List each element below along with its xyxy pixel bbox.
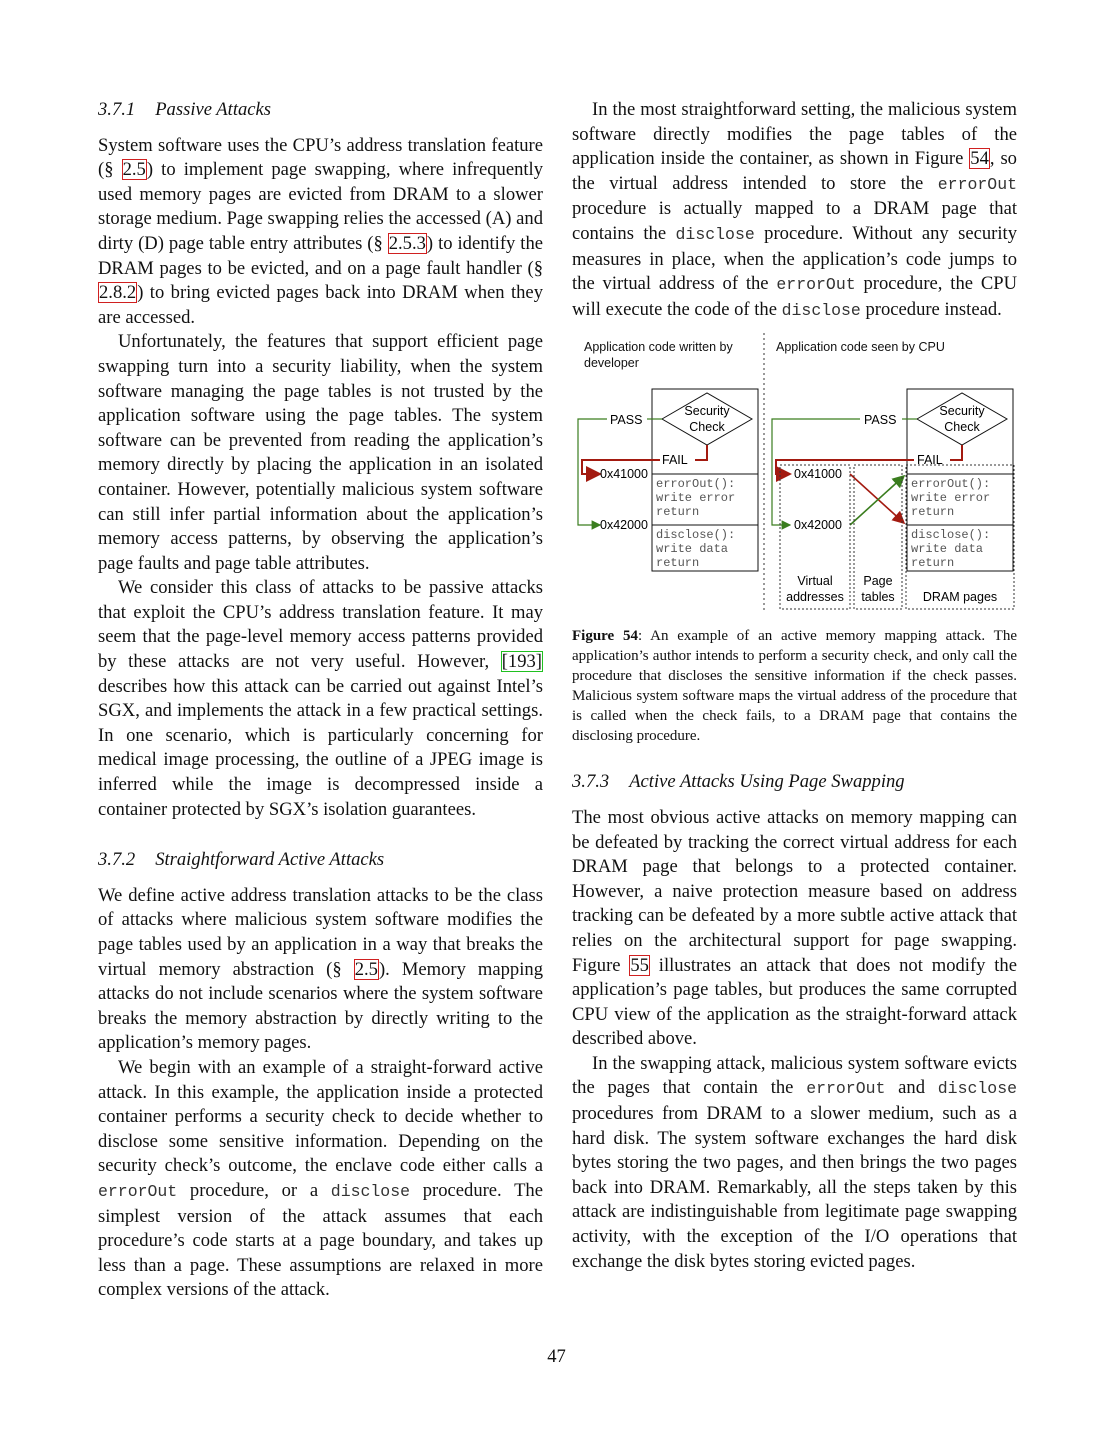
figure-54-diagram xyxy=(572,333,1017,618)
svg-text:Security: Security xyxy=(684,404,730,419)
section-heading-3-7-1: 3.7.1 Passive Attacks xyxy=(98,99,272,120)
svg-text:return: return xyxy=(911,556,955,571)
svg-text:return: return xyxy=(656,556,700,571)
svg-text:write error: write error xyxy=(656,491,736,506)
figure-link[interactable]: 54 xyxy=(970,148,989,170)
paragraph: We define active address translation attacks to be the class of attacks where malicious system software modifies the page tables used by an application in a way that breaks the virtual memory abstraction (§ 2.5). Memory mapping attacks do not include scenarios where the system software breaks the memory abstraction by directly writing to the application’s memory pages. xyxy=(98,884,543,1054)
svg-text:FAIL: FAIL xyxy=(662,453,688,468)
svg-text:return: return xyxy=(656,505,700,520)
svg-text:write error: write error xyxy=(911,491,991,506)
figure-caption: Figure 54: An example of an active memory mapping attack. The application’s author intends to perform a security check, and only call the procedure that discloses the sensitive information if the check passes. Malicious system software maps the virtual address of the procedure that is called when the check fails, to a DRAM page that contains the disclosing procedure. xyxy=(572,628,1018,745)
svg-text:disclose():: disclose(): xyxy=(911,528,991,543)
svg-text:0x42000: 0x42000 xyxy=(794,518,842,533)
svg-text:0x41000: 0x41000 xyxy=(600,467,648,482)
paragraph: In the most straightforward setting, the malicious system software directly modifies the page tables of the application inside the container, as shown in Figure 54, so the virtual address intended to store the errorOut procedure is actually mapped to a DRAM page that contains the disclose procedure. Without any security measures in place, when the application’s code jumps to the virtual address of the errorOut procedure, the CPU will execute the code of the disclose procedure instead. xyxy=(572,99,1017,320)
svg-text:Page: Page xyxy=(863,574,893,589)
right-column xyxy=(572,98,1017,1274)
paragraph: System software uses the CPU’s address translation feature (§ 2.5) to implement page swapping, where infrequently used memory pages are evicted from DRAM to a slower storage medium. Page swapping relies the accessed (A) and dirty (D) page table entry attributes (§ 2.5.3) to identify the DRAM pages to be evicted, and on a page fault handler (§ 2.8.2) to bring evicted pages back into DRAM when they are accessed. xyxy=(98,134,543,328)
section-link[interactable]: 2.5 xyxy=(122,159,146,181)
paragraph: In the swapping attack, malicious system software evicts the pages that contain the errorOut and disclose procedures from DRAM to a slower medium, such as a hard disk. The system software exchanges the hard disk bytes storing the two pages, and then brings the two pages back into DRAM. Remarkably, all the steps taken by this attack are indistinguishable from legitimate page swapping activity, with the exception of the I/O operations that exchange the disk bytes storing evicted pages. xyxy=(572,1052,1017,1272)
left-panel-title: Application code written by xyxy=(584,340,733,355)
left-column xyxy=(98,98,543,1303)
svg-text:errorOut():: errorOut(): xyxy=(656,477,736,492)
citation-link[interactable]: [193] xyxy=(501,651,542,673)
svg-text:write data: write data xyxy=(911,542,984,557)
svg-text:errorOut():: errorOut(): xyxy=(911,477,991,492)
svg-text:disclose():: disclose(): xyxy=(656,528,736,543)
section-heading-3-7-2: 3.7.2 Straightforward Active Attacks xyxy=(98,849,385,871)
left-panel-title-2: developer xyxy=(584,356,639,371)
section-heading-3-7-3: 3.7.3 Active Attacks Using Page Swapping xyxy=(572,771,905,793)
page-number: 47 xyxy=(547,1346,566,1367)
svg-text:write data: write data xyxy=(656,542,729,557)
section-link[interactable]: 2.8.2 xyxy=(99,282,137,304)
svg-text:DRAM pages: DRAM pages xyxy=(922,590,998,605)
svg-text:addresses: addresses xyxy=(786,590,844,605)
paragraph: We consider this class of attacks to be passive attacks that exploit the CPU’s address translation feature. It may seem that the page-level memory access patterns provided by these attacks are not very useful. However, [193] describes how this attack can be carried out against Intel’s SGX, and implements the attack in a few practical settings. In one scenario, which is particularly concerning for medical image processing, the outline of a JPEG image is inferred while the image is decompressed inside a container protected by SGX’s isolation guarantees. xyxy=(98,577,543,820)
svg-text:Check: Check xyxy=(944,420,980,435)
svg-text:0x41000: 0x41000 xyxy=(794,467,842,482)
paragraph: We begin with an example of a straight-forward active attack. In this example, the application inside a protected container performs a security check to decide whether to disclose some sensitive information. Depending on the security check’s outcome, the enclave code either calls a errorOut procedure, or a disclose procedure. The simplest version of the attack assumes that each procedure’s code starts at a page boundary, and takes up less than a page. These assumptions are relaxed in more complex versions of the attack. xyxy=(98,1056,543,1301)
svg-text:Virtual: Virtual xyxy=(797,574,833,589)
svg-text:Check: Check xyxy=(689,420,725,435)
svg-text:FAIL: FAIL xyxy=(917,453,943,468)
right-panel-title: Application code seen by CPU xyxy=(776,340,945,355)
svg-text:return: return xyxy=(911,505,955,520)
svg-text:tables: tables xyxy=(861,590,895,605)
svg-text:0x42000: 0x42000 xyxy=(600,518,648,533)
svg-text:PASS: PASS xyxy=(864,413,897,428)
paragraph: Unfortunately, the features that support efficient page swapping turn into a security liability, when the system software managing the page tables is not trusted by the application software using the page tables. The system software can be prevented from reading the application’s memory directly by placing the application in an isolated container. However, potentially malicious system software can still infer partial information about the application’s memory access patterns, by observing the application’s page faults and page table attributes. xyxy=(98,331,543,574)
paragraph: The most obvious active attacks on memory mapping can be defeated by tracking the correct virtual address for each DRAM page that belongs to a protected container. However, a naive protection measure based on address tracking can be defeated by a more subtle active attack that relies on the architectural support for page swapping. Figure 55 illustrates an attack that does not modify the application’s page tables, but produces the same corrupted CPU view of the application as the straight-forward attack described above. xyxy=(572,806,1017,1050)
memory-mapping-diagram xyxy=(572,333,1017,618)
figure-link[interactable]: 55 xyxy=(630,954,649,976)
svg-text:Security: Security xyxy=(939,404,985,419)
section-link[interactable]: 2.5.3 xyxy=(388,232,426,254)
section-link[interactable]: 2.5 xyxy=(354,958,378,980)
svg-text:PASS: PASS xyxy=(610,413,643,428)
